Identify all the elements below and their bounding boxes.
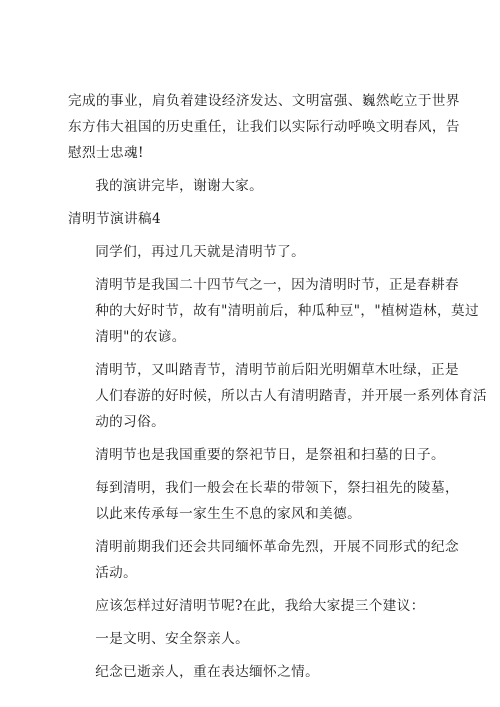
text-line: 一是文明、安全祭亲人。: [95, 631, 250, 647]
paragraph: [68, 173, 438, 199]
text-line: 清明节也是我国重要的祭祀节日，是祭祖和扫墓的日子。: [95, 447, 446, 463]
text-line: 同学们，再过几天就是清明节了。: [95, 244, 306, 260]
text-line: 动的习俗。: [95, 414, 166, 430]
document-body: [68, 88, 488, 685]
text-line: 种的大好时节，故有"清明前后，种瓜种豆"，"植树造林，莫过: [95, 303, 479, 319]
text-line: 慰烈士忠魂!: [68, 145, 144, 161]
paragraph: [68, 357, 488, 435]
text-line: 完成的事业，肩负着建设经济发达、文明富强、巍然屹立于世界: [68, 93, 460, 109]
text-line: 以此来传承每一家生生不息的家风和美德。: [95, 506, 362, 522]
text-line: 清明节，又叫踏青节，清明节前后阳光明媚草木吐绿，正是: [95, 362, 460, 378]
paragraph: [68, 206, 438, 232]
text-line: 我的演讲完毕，谢谢大家。: [95, 178, 264, 194]
paragraph: [68, 475, 460, 527]
paragraph: [68, 239, 438, 265]
paragraph: [68, 659, 438, 685]
text-line: 清明前期我们还会共同缅怀革命先烈，开展不同形式的纪念: [95, 539, 460, 555]
text-line: 人们春游的好时候，所以古人有清明踏青，并开展一系列体育活: [95, 388, 488, 404]
text-line: 清明"的农谚。: [95, 329, 186, 345]
text-line: 活动。: [95, 565, 138, 581]
text-line: 纪念已逝亲人，重在表达缅怀之情。: [95, 664, 320, 680]
paragraph: [68, 88, 460, 166]
paragraph: [68, 534, 460, 586]
paragraph: [68, 626, 438, 652]
paragraph: [68, 593, 438, 619]
paragraph: [68, 272, 479, 350]
text-line: 东方伟大祖国的历史重任，让我们以实际行动呼唤文明春风，告: [68, 119, 460, 135]
text-line: 每到清明，我们一般会在长辈的带领下，祭扫祖先的陵墓，: [95, 480, 460, 496]
text-line: 应该怎样过好清明节呢?在此，我给大家提三个建议：: [95, 598, 425, 614]
paragraph: [68, 442, 446, 468]
text-line: 清明节演讲稿4: [68, 211, 162, 227]
text-line: 清明节是我国二十四节气之一，因为清明时节，正是春耕春: [95, 277, 460, 293]
